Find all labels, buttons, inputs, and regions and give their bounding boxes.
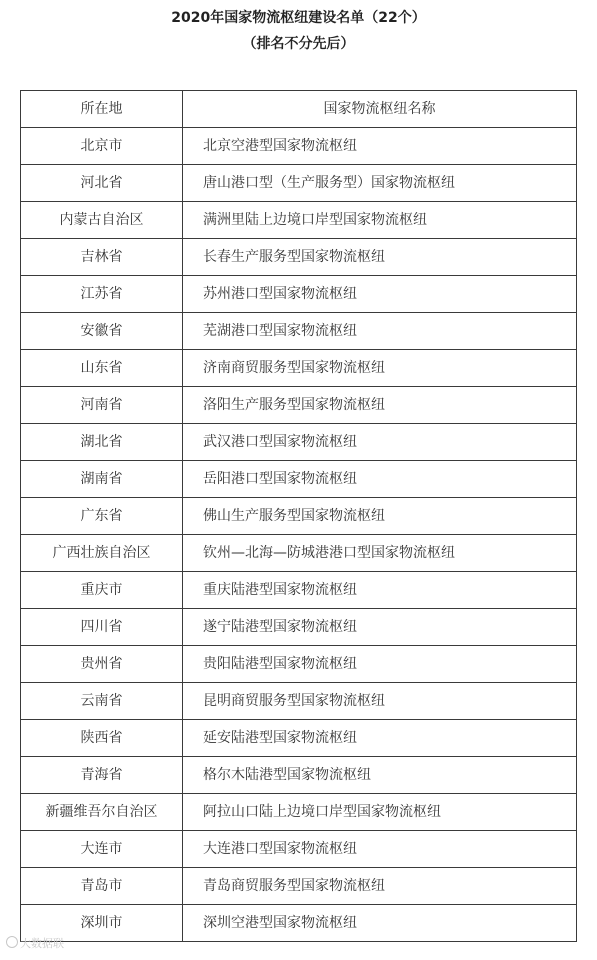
watermark	[6, 936, 64, 951]
page-title: 2020年国家物流枢纽建设名单（22个）	[171, 10, 426, 26]
hub-name-cell: 贵阳陆港型国家物流枢纽	[183, 646, 577, 683]
table-row	[21, 757, 577, 794]
table-row	[21, 165, 577, 202]
column-header-region: 所在地	[21, 91, 183, 128]
region-cell: 贵州省	[21, 646, 183, 683]
hub-name-cell: 阿拉山口陆上边境口岸型国家物流枢纽	[183, 794, 577, 831]
region-cell: 广西壮族自治区	[21, 535, 183, 572]
region-cell: 安徽省	[21, 313, 183, 350]
table-header	[21, 91, 577, 128]
table-row	[21, 794, 577, 831]
table-row	[21, 424, 577, 461]
region-cell: 青岛市	[21, 868, 183, 905]
region-cell: 重庆市	[21, 572, 183, 609]
hub-name-cell: 大连港口型国家物流枢纽	[183, 831, 577, 868]
region-cell: 山东省	[21, 350, 183, 387]
hub-name-cell: 格尔木陆港型国家物流枢纽	[183, 757, 577, 794]
hub-name-cell: 深圳空港型国家物流枢纽	[183, 905, 577, 942]
hub-name-cell: 延安陆港型国家物流枢纽	[183, 720, 577, 757]
table-body	[21, 128, 577, 942]
table-row	[21, 535, 577, 572]
hub-name-cell: 佛山生产服务型国家物流枢纽	[183, 498, 577, 535]
hub-name-cell: 长春生产服务型国家物流枢纽	[183, 239, 577, 276]
table-row	[21, 868, 577, 905]
table-row	[21, 128, 577, 165]
region-cell: 江苏省	[21, 276, 183, 313]
table-row	[21, 831, 577, 868]
table-row	[21, 313, 577, 350]
hub-name-cell: 重庆陆港型国家物流枢纽	[183, 572, 577, 609]
watermark-logo-icon	[6, 936, 18, 948]
hub-name-cell: 唐山港口型（生产服务型）国家物流枢纽	[183, 165, 577, 202]
hub-name-cell: 济南商贸服务型国家物流枢纽	[183, 350, 577, 387]
hub-name-cell: 钦州—北海—防城港港口型国家物流枢纽	[183, 535, 577, 572]
region-cell: 新疆维吾尔自治区	[21, 794, 183, 831]
region-cell: 陕西省	[21, 720, 183, 757]
region-cell: 北京市	[21, 128, 183, 165]
region-cell: 青海省	[21, 757, 183, 794]
region-cell: 湖北省	[21, 424, 183, 461]
table-header-row	[21, 91, 577, 128]
page-subtitle: （排名不分先后）	[242, 36, 355, 52]
table-row	[21, 350, 577, 387]
table-row	[21, 239, 577, 276]
region-cell: 深圳市	[21, 905, 183, 942]
hub-name-cell: 苏州港口型国家物流枢纽	[183, 276, 577, 313]
table-row	[21, 609, 577, 646]
region-cell: 内蒙古自治区	[21, 202, 183, 239]
table-row	[21, 387, 577, 424]
region-cell: 云南省	[21, 683, 183, 720]
hub-name-cell: 青岛商贸服务型国家物流枢纽	[183, 868, 577, 905]
region-cell: 河南省	[21, 387, 183, 424]
region-cell: 广东省	[21, 498, 183, 535]
hub-name-cell: 武汉港口型国家物流枢纽	[183, 424, 577, 461]
region-cell: 湖南省	[21, 461, 183, 498]
column-header-hub-name: 国家物流枢纽名称	[183, 91, 577, 128]
table-row	[21, 202, 577, 239]
region-cell: 四川省	[21, 609, 183, 646]
hub-name-cell: 洛阳生产服务型国家物流枢纽	[183, 387, 577, 424]
table-row	[21, 646, 577, 683]
table-row	[21, 572, 577, 609]
hub-name-cell: 遂宁陆港型国家物流枢纽	[183, 609, 577, 646]
region-cell: 大连市	[21, 831, 183, 868]
table-row	[21, 498, 577, 535]
table-row	[21, 683, 577, 720]
hub-name-cell: 岳阳港口型国家物流枢纽	[183, 461, 577, 498]
logistics-hub-table	[20, 90, 577, 942]
region-cell: 吉林省	[21, 239, 183, 276]
hub-name-cell: 满洲里陆上边境口岸型国家物流枢纽	[183, 202, 577, 239]
hub-name-cell: 北京空港型国家物流枢纽	[183, 128, 577, 165]
table-row	[21, 720, 577, 757]
table-row	[21, 905, 577, 942]
table-row	[21, 276, 577, 313]
hub-name-cell: 芜湖港口型国家物流枢纽	[183, 313, 577, 350]
watermark-text: 大数据联	[20, 937, 64, 950]
hub-name-cell: 昆明商贸服务型国家物流枢纽	[183, 683, 577, 720]
region-cell: 河北省	[21, 165, 183, 202]
table-row	[21, 461, 577, 498]
